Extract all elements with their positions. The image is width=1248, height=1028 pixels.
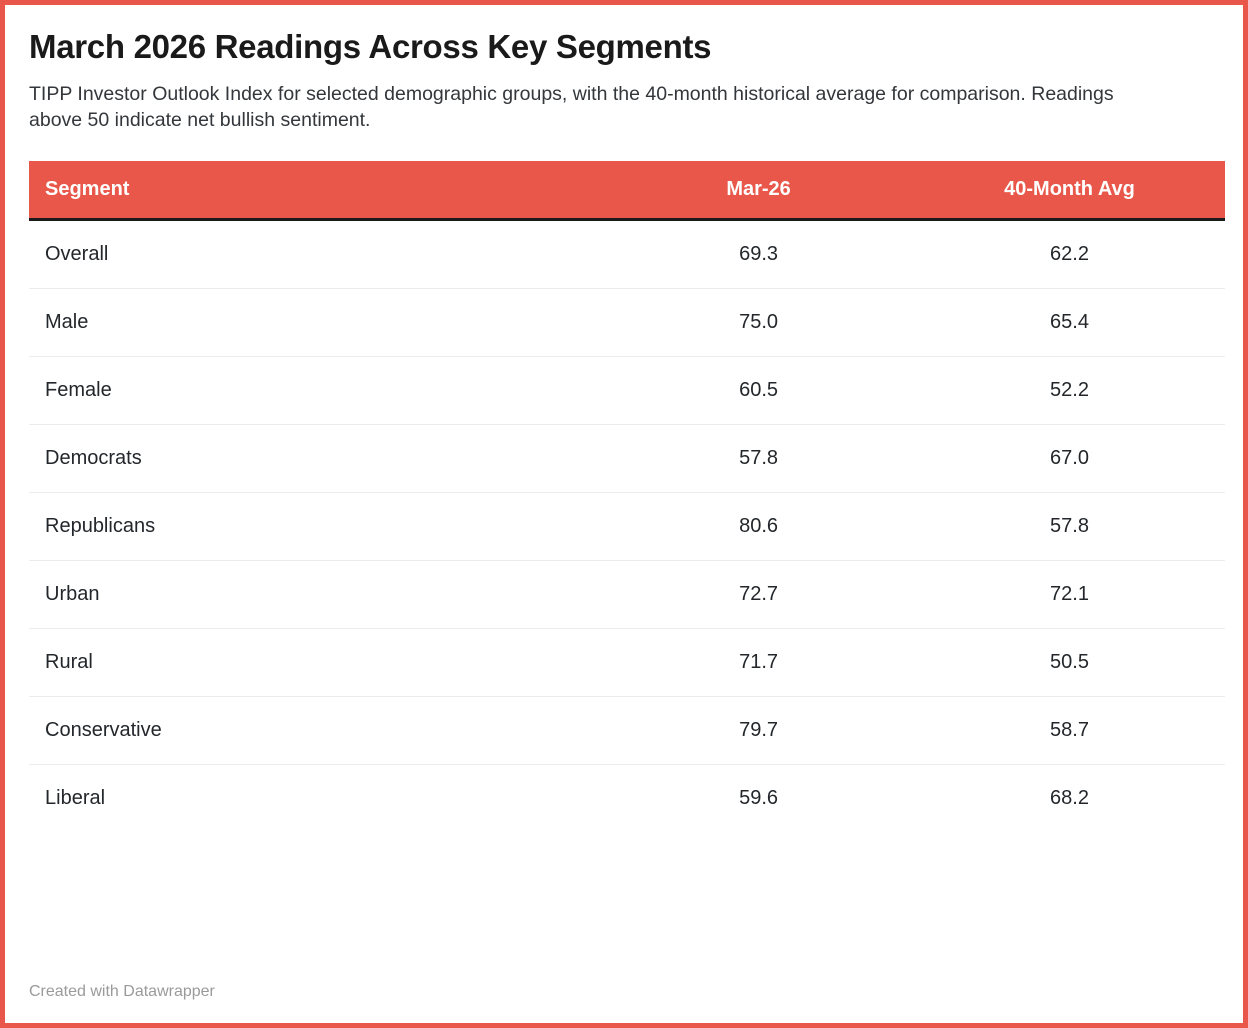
cell-segment: Democrats	[29, 425, 603, 493]
cell-segment: Rural	[29, 629, 603, 697]
cell-avg: 65.4	[914, 289, 1225, 357]
table-row	[29, 697, 1225, 765]
table-row	[29, 425, 1225, 493]
cell-segment: Republicans	[29, 493, 603, 561]
cell-avg: 52.2	[914, 357, 1225, 425]
cell-avg: 50.5	[914, 629, 1225, 697]
table-body	[29, 220, 1225, 833]
table-header-row	[29, 161, 1225, 220]
cell-mar26: 72.7	[603, 561, 914, 629]
cell-mar26: 69.3	[603, 220, 914, 289]
cell-avg: 62.2	[914, 220, 1225, 289]
cell-segment: Liberal	[45, 787, 106, 810]
table-row	[29, 629, 1225, 697]
attribution-footer: Created with Datawrapper	[29, 983, 215, 1000]
cell-avg: 68.2	[1050, 787, 1089, 810]
column-header-avg[interactable]: 40-Month Avg	[914, 161, 1225, 220]
cell-avg: 72.1	[914, 561, 1225, 629]
cell-mar26: 71.7	[603, 629, 914, 697]
cell-avg: 67.0	[914, 425, 1225, 493]
cell-segment: Conservative	[29, 697, 603, 765]
cell-segment: Urban	[29, 561, 603, 629]
page-title: March 2026 Readings Across Key Segments	[29, 28, 712, 65]
table-row	[29, 357, 1225, 425]
cell-mar26: 75.0	[603, 289, 914, 357]
table-header	[29, 161, 1225, 220]
table-row	[29, 493, 1225, 561]
cell-segment: Male	[29, 289, 603, 357]
cell-segment: Female	[29, 357, 603, 425]
page-subtitle: TIPP Investor Outlook Index for selected demographic groups, with the 40-month historical average for comparison. Readings above 50 indicate net bullish sentiment.	[29, 82, 1114, 131]
table-row	[29, 220, 1225, 289]
table-row	[29, 765, 1225, 833]
cell-mar26: 57.8	[603, 425, 914, 493]
cell-avg: 57.8	[914, 493, 1225, 561]
data-table	[29, 161, 1225, 832]
cell-mar26: 60.5	[603, 357, 914, 425]
cell-mar26: 59.6	[739, 787, 779, 810]
cell-mar26: 80.6	[603, 493, 914, 561]
table-row	[29, 289, 1225, 357]
cell-avg: 58.7	[914, 697, 1225, 765]
cell-mar26: 79.7	[603, 697, 914, 765]
table-card	[5, 5, 1243, 1023]
column-header-mar26[interactable]: Mar-26	[603, 161, 914, 220]
cell-segment: Overall	[29, 220, 603, 289]
table-row	[29, 561, 1225, 629]
column-header-segment[interactable]: Segment	[29, 161, 603, 220]
